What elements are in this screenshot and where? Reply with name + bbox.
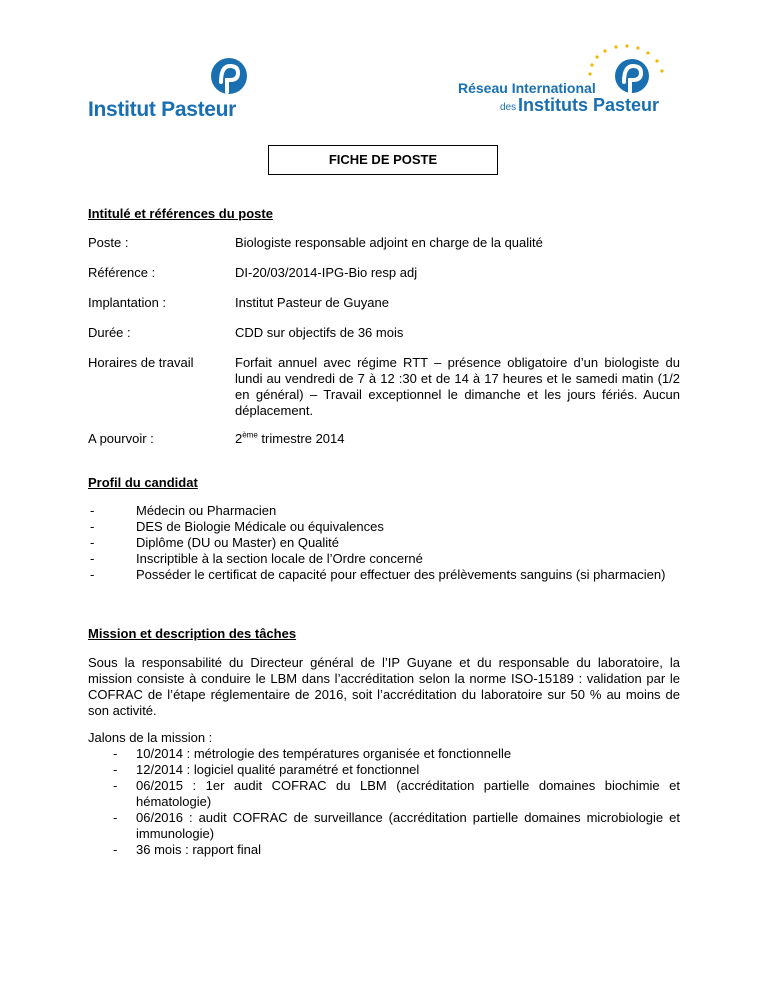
value-a-pourvoir-sup: ème [242, 430, 258, 440]
list-item [88, 810, 680, 842]
section-heading-mission: Mission et description des tâches [88, 626, 297, 641]
list-item [88, 535, 680, 551]
left-logo-text: Institut Pasteur [88, 98, 237, 121]
label-poste: Poste : [88, 235, 129, 250]
value-reference: DI-20/03/2014-IPG-Bio resp adj [235, 265, 418, 280]
list-item-text: Posséder le certificat de capacité pour effectuer des prélèvements sanguins (si pharmacien) [136, 567, 666, 582]
list-item [88, 746, 680, 762]
institut-pasteur-emblem-icon [88, 58, 258, 98]
list-item [88, 551, 680, 567]
dash-bullet: - [113, 746, 118, 761]
list-item [88, 762, 680, 778]
section-heading-profil: Profil du candidat [88, 475, 198, 490]
list-item-text: Inscriptible à la section locale de l’Ordre concerné [136, 551, 423, 566]
institut-pasteur-logo [88, 58, 258, 120]
dash-bullet: - [90, 535, 95, 550]
section-heading-intitule: Intitulé et références du poste [88, 206, 273, 221]
dash-bullet: - [90, 567, 95, 582]
dash-bullet: - [90, 551, 95, 566]
value-implantation: Institut Pasteur de Guyane [235, 295, 389, 310]
dash-bullet: - [90, 519, 95, 534]
list-item-text: DES de Biologie Médicale ou équivalences [136, 519, 384, 534]
profil-list [88, 503, 680, 583]
value-a-pourvoir [235, 431, 680, 447]
list-item-text: 36 mois : rapport final [136, 842, 262, 857]
list-item [88, 842, 680, 858]
list-item-text: 10/2014 : métrologie des températures organisée et fonctionnelle [136, 746, 512, 761]
value-horaires: Forfait annuel avec régime RTT – présence obligatoire d’un biologiste du lundi au vendredi de 7 à 12 :30 et de 14 à 17 heures et le samedi matin (1/2 en général) – Travail exceptionnel le dimanche et les jours fériés. Aucun déplacement. [235, 355, 680, 418]
label-horaires: Horaires de travail [88, 355, 194, 370]
value-duree: CDD sur objectifs de 36 mois [235, 325, 404, 340]
label-duree: Durée : [88, 325, 131, 340]
dash-bullet: - [113, 810, 118, 825]
label-a-pourvoir: A pourvoir : [88, 431, 154, 446]
value-a-pourvoir-suffix: trimestre 2014 [257, 431, 345, 446]
dash-bullet: - [113, 762, 118, 777]
right-logo-line2: Instituts Pasteur [518, 95, 660, 115]
milestones-list [88, 746, 680, 858]
list-item-text: Médecin ou Pharmacien [136, 503, 277, 518]
dash-bullet: - [90, 503, 95, 518]
dash-bullet: - [113, 842, 118, 857]
list-item-text: 06/2016 : audit COFRAC de surveillance (accréditation partielle domaines microbiologie et immunologie) [136, 810, 680, 841]
list-item-text: Diplôme (DU ou Master) en Qualité [136, 535, 340, 550]
list-item [88, 567, 680, 583]
label-implantation: Implantation : [88, 295, 167, 310]
reseau-international-logo [452, 42, 682, 118]
list-item [88, 778, 680, 810]
right-logo-line1: Réseau International [458, 80, 596, 96]
list-item-text: 06/2015 : 1er audit COFRAC du LBM (accréditation partielle domaines biochimie et hématologie) [136, 778, 680, 809]
list-item-text: 12/2014 : logiciel qualité paramétré et fonctionnel [136, 762, 420, 777]
milestones-intro: Jalons de la mission : [88, 730, 213, 745]
page-title: FICHE DE POSTE [268, 145, 498, 175]
list-item [88, 503, 680, 519]
label-reference: Référence : [88, 265, 156, 280]
list-item [88, 519, 680, 535]
dash-bullet: - [113, 778, 118, 793]
right-logo-des: des [500, 102, 517, 113]
mission-paragraph: Sous la responsabilité du Directeur général de l’IP Guyane et du responsable du laboratoire, la mission consiste à conduire le LBM dans l’accréditation selon la norme ISO-15189 : validation par le COFRAC de l’étape réglementaire de 2016, soit l’accréditation du laboratoire sur 50 % au moins de son activité. [88, 655, 680, 718]
value-poste: Biologiste responsable adjoint en charge de la qualité [235, 235, 543, 250]
value-a-pourvoir-num: 2 [235, 431, 243, 446]
